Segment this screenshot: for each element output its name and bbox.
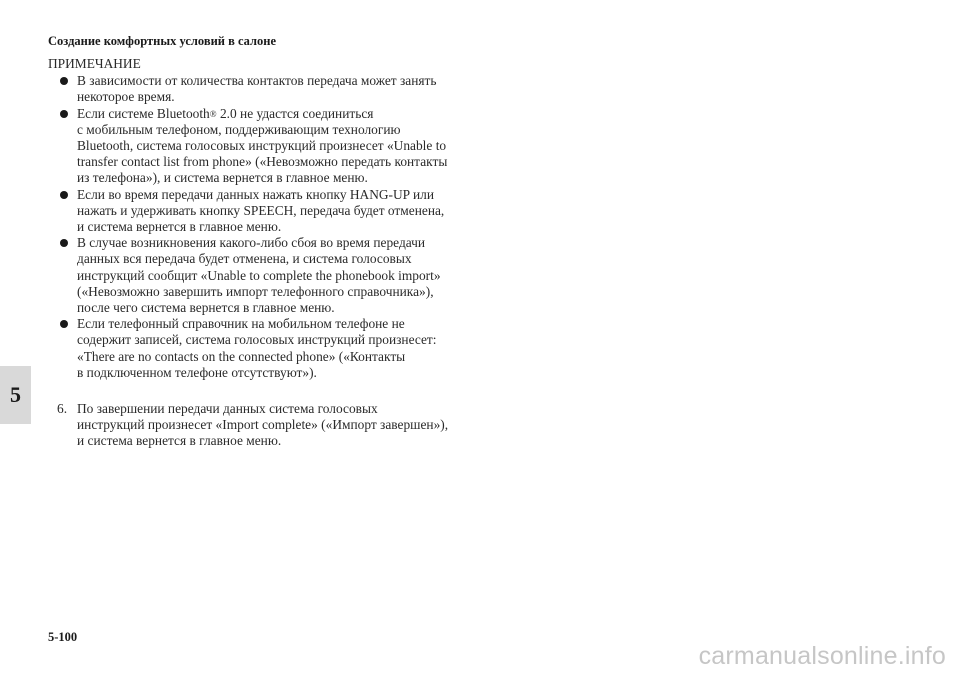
text-line: Если во время передачи данных нажать кнопку HANG-UP или <box>77 186 434 202</box>
step-number: 6. <box>57 401 68 417</box>
note-title: ПРИМЕЧАНИЕ <box>48 56 141 71</box>
text-line: transfer contact list from phone» («Невозможно передать контакты <box>77 154 448 170</box>
text-line: По завершении передачи данных система голосовых <box>77 401 378 417</box>
text-line: нажать и удерживать кнопку SPEECH, передача будет отменена, <box>77 202 445 218</box>
text-line: после чего система вернется в главное меню. <box>77 300 335 316</box>
chapter-tab: 5 <box>0 366 31 424</box>
note-item <box>48 235 488 316</box>
text-fragment: Если системе Bluetooth <box>77 105 210 121</box>
text-line: содержит записей, система голосовых инструкций произнесет: <box>77 332 437 348</box>
text-line: и система вернется в главное меню. <box>77 219 282 235</box>
bullet-icon <box>60 239 68 247</box>
registered-mark: ® <box>209 108 217 119</box>
text-line <box>77 106 488 122</box>
watermark: carmanualsonline.info <box>698 642 946 670</box>
text-line: Если телефонный справочник на мобильном телефоне не <box>77 316 405 332</box>
bullet-icon <box>60 110 68 118</box>
text-line: данных вся передача будет отменена, и система голосовых <box>77 251 412 267</box>
note-item <box>48 106 488 187</box>
text-line: Bluetooth, система голосовых инструкций произнесет «Unable to <box>77 138 447 154</box>
bullet-icon <box>60 191 68 199</box>
note-item <box>48 316 488 381</box>
text-line: («Невозможно завершить импорт телефонного справочника»), <box>77 283 434 299</box>
text-line: из телефона»), и система вернется в главное меню. <box>77 170 368 186</box>
section-header: Создание комфортных условий в салоне <box>48 34 277 48</box>
text-line: некоторое время. <box>77 89 175 105</box>
text-fragment: 2.0 не удастся соединиться <box>216 105 374 121</box>
text-line: в подключенном телефоне отсутствуют»). <box>77 364 317 380</box>
text-line: и система вернется в главное меню. <box>77 433 282 449</box>
page-content <box>48 56 488 450</box>
note-item <box>48 73 488 105</box>
text-line: «There are no contacts on the connected phone» («Контакты <box>77 348 406 364</box>
text-line: инструкций сообщит «Unable to complete the phonebook import» <box>77 267 441 283</box>
note-item <box>48 187 488 236</box>
bullet-icon <box>60 320 68 328</box>
text-line: инструкций произнесет «Import complete» («Импорт завершен»), <box>77 417 449 433</box>
bullet-icon <box>60 77 68 85</box>
note-list <box>48 73 488 381</box>
text-line: В случае возникновения какого-либо сбоя во время передачи <box>77 235 426 251</box>
step-item <box>48 401 488 450</box>
text-line: В зависимости от количества контактов передача может занять <box>77 73 437 89</box>
page-number: 5-100 <box>48 630 78 644</box>
text-line: с мобильным телефоном, поддерживающим технологию <box>77 121 401 137</box>
